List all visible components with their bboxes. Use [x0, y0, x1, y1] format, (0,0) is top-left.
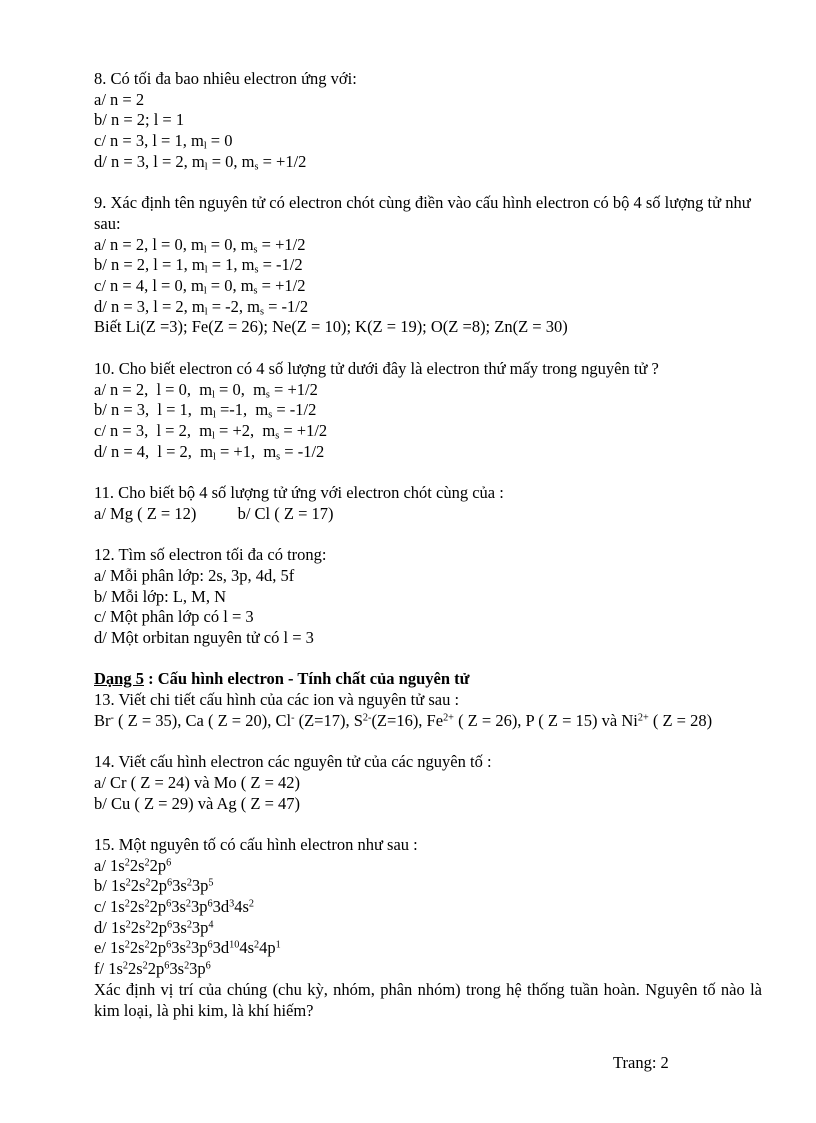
question-10	[94, 359, 762, 463]
question-14	[94, 752, 762, 814]
q14-title: 14. Viết cấu hình electron các nguyên tử của các nguyên tố :	[94, 752, 492, 772]
section-5-title: : Cấu hình electron - Tính chất của nguyên tử	[143, 669, 470, 689]
q15-question: Xác định vị trí của chúng (chu kỳ, nhóm, phân nhóm) trong hệ thống tuần hoàn. Nguyên tố nào là kim loại, là phi kim, là khí hiếm?	[94, 979, 762, 1020]
question-13	[94, 690, 762, 731]
q8-option-d: d/ n = 3, l = 2, $m_l = 0$, $m_s = +1/2$	[94, 151, 307, 173]
page-content	[94, 69, 762, 1021]
q10-option-b: b/ n = 3, l = 1, $m_l =-1$, $m_s = -1/2$	[94, 400, 317, 421]
question-8	[94, 69, 762, 173]
q15-config-list	[94, 856, 762, 980]
q15-config-d: d/ $1s^22s^22p^63s^23p^4$	[94, 917, 214, 937]
q8-option-b: b/ n = 2; l = 1	[94, 110, 185, 130]
q12-option-a: a/ Mỗi phân lớp: 2s, 3p, 4d, 5f	[94, 565, 295, 585]
q12-option-c: c/ Một phân lớp có l = 3	[94, 607, 254, 627]
q8-option-c: c/ n = 3, l = 1, $m_l = 0$	[94, 131, 233, 152]
question-11	[94, 483, 762, 524]
q15-config-b: b/ $1s^22s^22p^63s^23p^5$	[94, 876, 214, 896]
q13-title: 13. Viết chi tiết cấu hình của các ion và nguyên tử sau :	[94, 690, 460, 710]
q13-species: Br- ( Z = 35), Ca ( Z = 20), Cl- (Z=17), $S^{2-}(Z=16)$, $Fe^{2+}$ ( Z = 26), P ( Z = 15) và $Ni^{2+}$ ( Z = 28)	[94, 710, 713, 730]
q15-config-c: c/ $1s^22s^22p^63s^23p^63d^34s^2$	[94, 897, 254, 917]
q15-config-e: e/ $1s^22s^22p^63s^23p^63d^{10}4s^24p^1$	[94, 938, 281, 958]
q11-options: a/ Mg ( Z = 12) b/ Cl ( Z = 17)	[94, 503, 334, 523]
q9-option-a: a/ n = 2, l = 0, $m_l = 0$, $m_s = +1/2$	[94, 234, 306, 256]
q10-title: 10. Cho biết electron có 4 số lượng tử dưới đây là electron thứ mấy trong nguyên tử ?	[94, 358, 659, 378]
q9-option-b: b/ n = 2, l = 1, $m_l = 1$, $m_s = -1/2$	[94, 255, 303, 276]
q12-option-b: b/ Mỗi lớp: L, M, N	[94, 586, 227, 606]
question-15	[94, 835, 762, 1021]
section-5-heading	[94, 669, 762, 690]
q10-option-d: d/ n = 4, l = 2, $m_l = +1$, $m_s = -1/2$	[94, 441, 325, 463]
q15-config-a: a/ $1s^22s^22p^6$	[94, 855, 172, 875]
q15-config-f: f/ $1s^22s^22p^63s^23p^6$	[94, 959, 211, 979]
q14-option-b: b/ Cu ( Z = 29) và Ag ( Z = 47)	[94, 793, 301, 813]
question-12	[94, 545, 762, 649]
q8-option-a: a/ n = 2	[94, 89, 145, 109]
q10-option-c: c/ n = 3, l = 2, $m_l = +2$, $m_s = +1/2$	[94, 420, 328, 442]
q12-option-d: d/ Một orbitan nguyên tử có l = 3	[94, 627, 314, 647]
q9-option-d: d/ n = 3, l = 2, $m_l = -2$, $m_s = -1/2$	[94, 296, 309, 318]
q9-note: Biết Li(Z =3); Fe(Z = 26); Ne(Z = 10); K(Z = 19); O(Z =8); Zn(Z = 30)	[94, 317, 568, 337]
page-number: Trang: 2	[613, 1053, 669, 1072]
q15-title: 15. Một nguyên tố có cấu hình electron như sau :	[94, 834, 418, 854]
q8-title: 8. Có tối đa bao nhiêu electron ứng với:	[94, 69, 357, 88]
q9-option-c: c/ n = 4, l = 0, $m_l = 0$, $m_s = +1/2$	[94, 276, 306, 297]
q10-option-a: a/ n = 2, l = 0, $m_l = 0$, $m_s = +1/2$	[94, 379, 318, 401]
section-5-label: Dạng 5	[94, 669, 144, 689]
q14-option-a: a/ Cr ( Z = 24) và Mo ( Z = 42)	[94, 772, 301, 792]
q11-title: 11. Cho biết bộ 4 số lượng tử ứng với electron chót cùng của :	[94, 483, 504, 503]
q9-title: 9. Xác định tên nguyên tử có electron chót cùng điền vào cấu hình electron có bộ 4 số lượng tử như sau:	[94, 193, 751, 233]
q12-title: 12. Tìm số electron tối đa có trong:	[94, 545, 327, 565]
question-9	[94, 193, 762, 338]
